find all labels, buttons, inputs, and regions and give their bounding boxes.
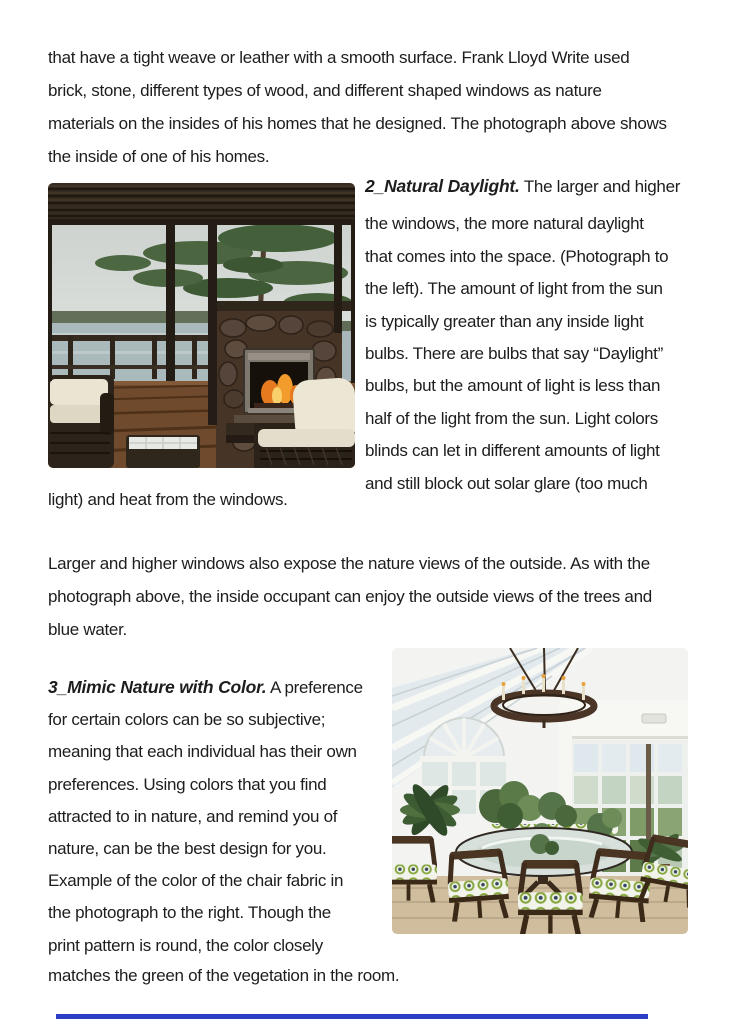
mimic-color-section — [48, 671, 363, 962]
text-line: bulbs, but the amount of light is less than — [365, 376, 661, 396]
text-line: half of the light from the sun. Light colors — [365, 408, 658, 428]
text-line: the photograph to the right. Though the — [48, 903, 331, 923]
text-line: Larger and higher windows also expose the nature views of the outside. As with the — [48, 554, 650, 573]
color-heading-rest: A preference — [266, 678, 363, 697]
fireplace-room-photo — [48, 183, 355, 468]
slatted-ceiling — [48, 183, 355, 219]
text-line: photograph above, the inside occupant can enjoy the outside views of the trees and — [48, 587, 652, 606]
daylight-heading-rest: The larger and higher — [519, 177, 681, 196]
color-heading: 3_Mimic Nature with Color. — [48, 677, 267, 697]
sunroom-photo — [392, 648, 688, 934]
text-line: is typically greater than any inside light — [365, 311, 644, 331]
color-heading-line — [48, 671, 363, 704]
daylight-continuation-line: light) and heat from the windows. — [48, 490, 288, 509]
text-line: bulbs. There are bulbs that say “Daylight” — [365, 344, 663, 364]
color-paragraph — [48, 704, 363, 962]
wicker-armchair — [48, 375, 114, 468]
text-line: that comes into the space. (Photograph to — [365, 246, 669, 266]
coffee-table — [126, 435, 200, 468]
text-line: the inside of one of his homes. — [48, 147, 270, 166]
fireplace-photo-illustration — [48, 183, 355, 468]
text-line: nature, can be the best design for you. — [48, 839, 327, 859]
text-line: Example of the color of the chair fabric in — [48, 871, 344, 891]
text-line: brick, stone, different types of wood, and different shaped windows as nature — [48, 81, 602, 100]
text-line: that have a tight weave or leather with a smooth surface. Frank Lloyd Write used — [48, 48, 630, 67]
sunroom-photo-illustration — [392, 648, 688, 934]
text-line: the left). The amount of light from the sun — [365, 279, 663, 299]
cornice-band — [560, 700, 688, 739]
footer-accent-line — [56, 1014, 648, 1019]
daylight-heading: 2_Natural Daylight. — [365, 176, 520, 196]
text-line: the windows, the more natural daylight — [365, 214, 644, 234]
natural-daylight-section — [365, 170, 680, 500]
text-line: blinds can let in different amounts of light — [365, 441, 660, 461]
daylight-heading-line — [365, 170, 680, 203]
text-line: for certain colors can be so subjective; — [48, 710, 326, 730]
daylight-paragraph — [365, 208, 680, 500]
text-line: attracted to in nature, and remind you of — [48, 806, 338, 826]
text-line: materials on the insides of his homes that he designed. The photograph above shows — [48, 114, 667, 133]
closing-line: matches the green of the vegetation in the room. — [48, 966, 400, 985]
text-line: meaning that each individual has their own — [48, 742, 357, 762]
text-line: blue water. — [48, 620, 127, 639]
text-line: print pattern is round, the color closely — [48, 935, 323, 955]
text-line: preferences. Using colors that you find — [48, 774, 327, 794]
windows-paragraph — [48, 547, 652, 646]
intro-paragraph — [48, 41, 667, 173]
text-line: and still block out solar glare (too much — [365, 473, 648, 493]
